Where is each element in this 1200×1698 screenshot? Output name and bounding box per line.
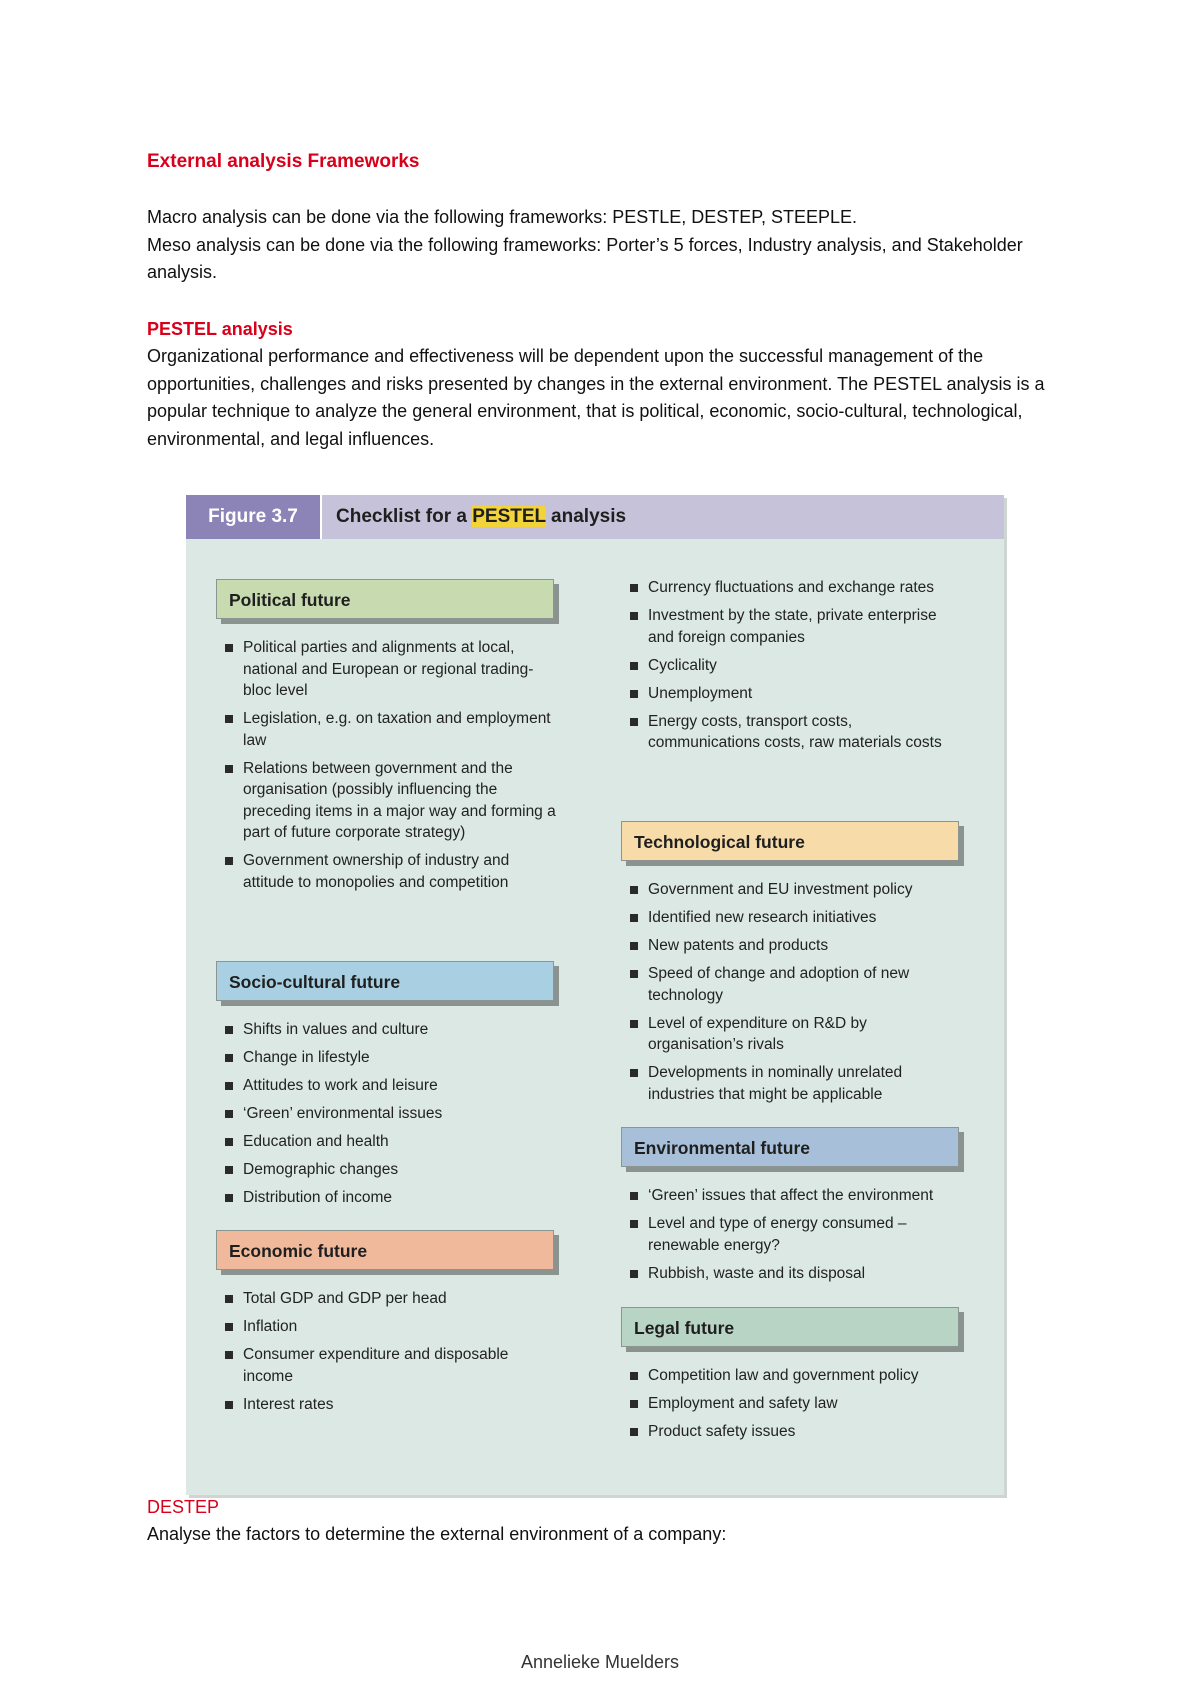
figure-title-suffix: analysis — [545, 506, 627, 527]
list-item: Attitudes to work and leisure — [216, 1075, 556, 1097]
list-item: Distribution of income — [216, 1187, 556, 1209]
economic-future-list — [216, 1288, 556, 1422]
page-title: External analysis Frameworks — [147, 151, 420, 172]
figure-title-text: Checklist for a — [336, 506, 473, 527]
economic-future-list-continued — [621, 577, 961, 760]
figure-title — [336, 495, 626, 539]
list-item: Total GDP and GDP per head — [216, 1288, 556, 1310]
list-item: Rubbish, waste and its disposal — [621, 1263, 961, 1285]
list-item: Product safety issues — [621, 1421, 961, 1443]
list-item: New patents and products — [621, 935, 961, 957]
pestel-paragraph: Organizational performance and effectiveness will be dependent upon the successful management of the opportunities, challenges and risks presented by changes in the external environment. The PESTEL analysis is a popular technique to analyze the general environment, that is political, economic, socio-cultural, technological, environmental, and legal influences. — [147, 346, 1045, 449]
socio-cultural-future-list — [216, 1019, 556, 1215]
list-item: Identified new research initiatives — [621, 907, 961, 929]
pestel-body — [147, 343, 1047, 453]
socio-cultural-future-heading: Socio-cultural future — [216, 961, 554, 1001]
political-future-heading: Political future — [216, 579, 554, 619]
technological-future-heading: Technological future — [621, 821, 959, 861]
meso-text: Meso analysis can be done via the following frameworks: Porter’s 5 forces, Industry analysis, and Stakeholder analysis. — [147, 234, 1023, 282]
intro — [147, 204, 1047, 287]
list-item: Interest rates — [216, 1394, 556, 1416]
economic-future-heading: Economic future — [216, 1230, 554, 1270]
list-item: Speed of change and adoption of new technology — [621, 963, 961, 1006]
list-item: Change in lifestyle — [216, 1047, 556, 1069]
list-item: Education and health — [216, 1131, 556, 1153]
political-future-list — [216, 637, 556, 900]
figure-title-highlight: PESTEL — [472, 506, 546, 527]
technological-future-list — [621, 879, 961, 1112]
list-item: Shifts in values and culture — [216, 1019, 556, 1041]
list-item: Level and type of energy consumed – renewable energy? — [621, 1213, 961, 1256]
footer-author: Annelieke Muelders — [520, 1652, 680, 1672]
list-item: Cyclicality — [621, 655, 961, 677]
macro-text: Macro analysis can be done via the following frameworks: PESTLE, DESTEP, STEEPLE. — [147, 207, 857, 227]
list-item: Inflation — [216, 1316, 556, 1338]
list-item: Developments in nominally unrelated industries that might be applicable — [621, 1062, 961, 1105]
list-item: Legislation, e.g. on taxation and employment law — [216, 708, 556, 751]
environmental-future-heading: Environmental future — [621, 1127, 959, 1167]
environmental-future-list — [621, 1185, 961, 1291]
list-item: Government ownership of industry and attitude to monopolies and competition — [216, 850, 556, 893]
list-item: Investment by the state, private enterprise and foreign companies — [621, 605, 961, 648]
pestel-figure — [186, 495, 1004, 1495]
legal-future-heading: Legal future — [621, 1307, 959, 1347]
list-item: Currency fluctuations and exchange rates — [621, 577, 961, 599]
list-item: Political parties and alignments at local, national and European or regional trading-bloc level — [216, 637, 556, 702]
list-item: Consumer expenditure and disposable income — [216, 1344, 556, 1387]
destep-body: Analyse the factors to determine the external environment of a company: — [147, 1524, 727, 1544]
pestel-heading: PESTEL analysis — [147, 319, 293, 339]
list-item: Relations between government and the organisation (possibly influencing the preceding items in a major way and forming a part of future corporate strategy) — [216, 758, 556, 844]
list-item: Demographic changes — [216, 1159, 556, 1181]
figure-number: Figure 3.7 — [186, 495, 322, 539]
figure-header — [186, 495, 1004, 539]
list-item: Energy costs, transport costs, communications costs, raw materials costs — [621, 711, 961, 754]
list-item: Level of expenditure on R&D by organisation’s rivals — [621, 1013, 961, 1056]
list-item: ‘Green’ environmental issues — [216, 1103, 556, 1125]
list-item: ‘Green’ issues that affect the environment — [621, 1185, 961, 1207]
list-item: Competition law and government policy — [621, 1365, 961, 1387]
destep-heading: DESTEP — [147, 1497, 220, 1517]
list-item: Government and EU investment policy — [621, 879, 961, 901]
list-item: Unemployment — [621, 683, 961, 705]
legal-future-list — [621, 1365, 961, 1449]
list-item: Employment and safety law — [621, 1393, 961, 1415]
